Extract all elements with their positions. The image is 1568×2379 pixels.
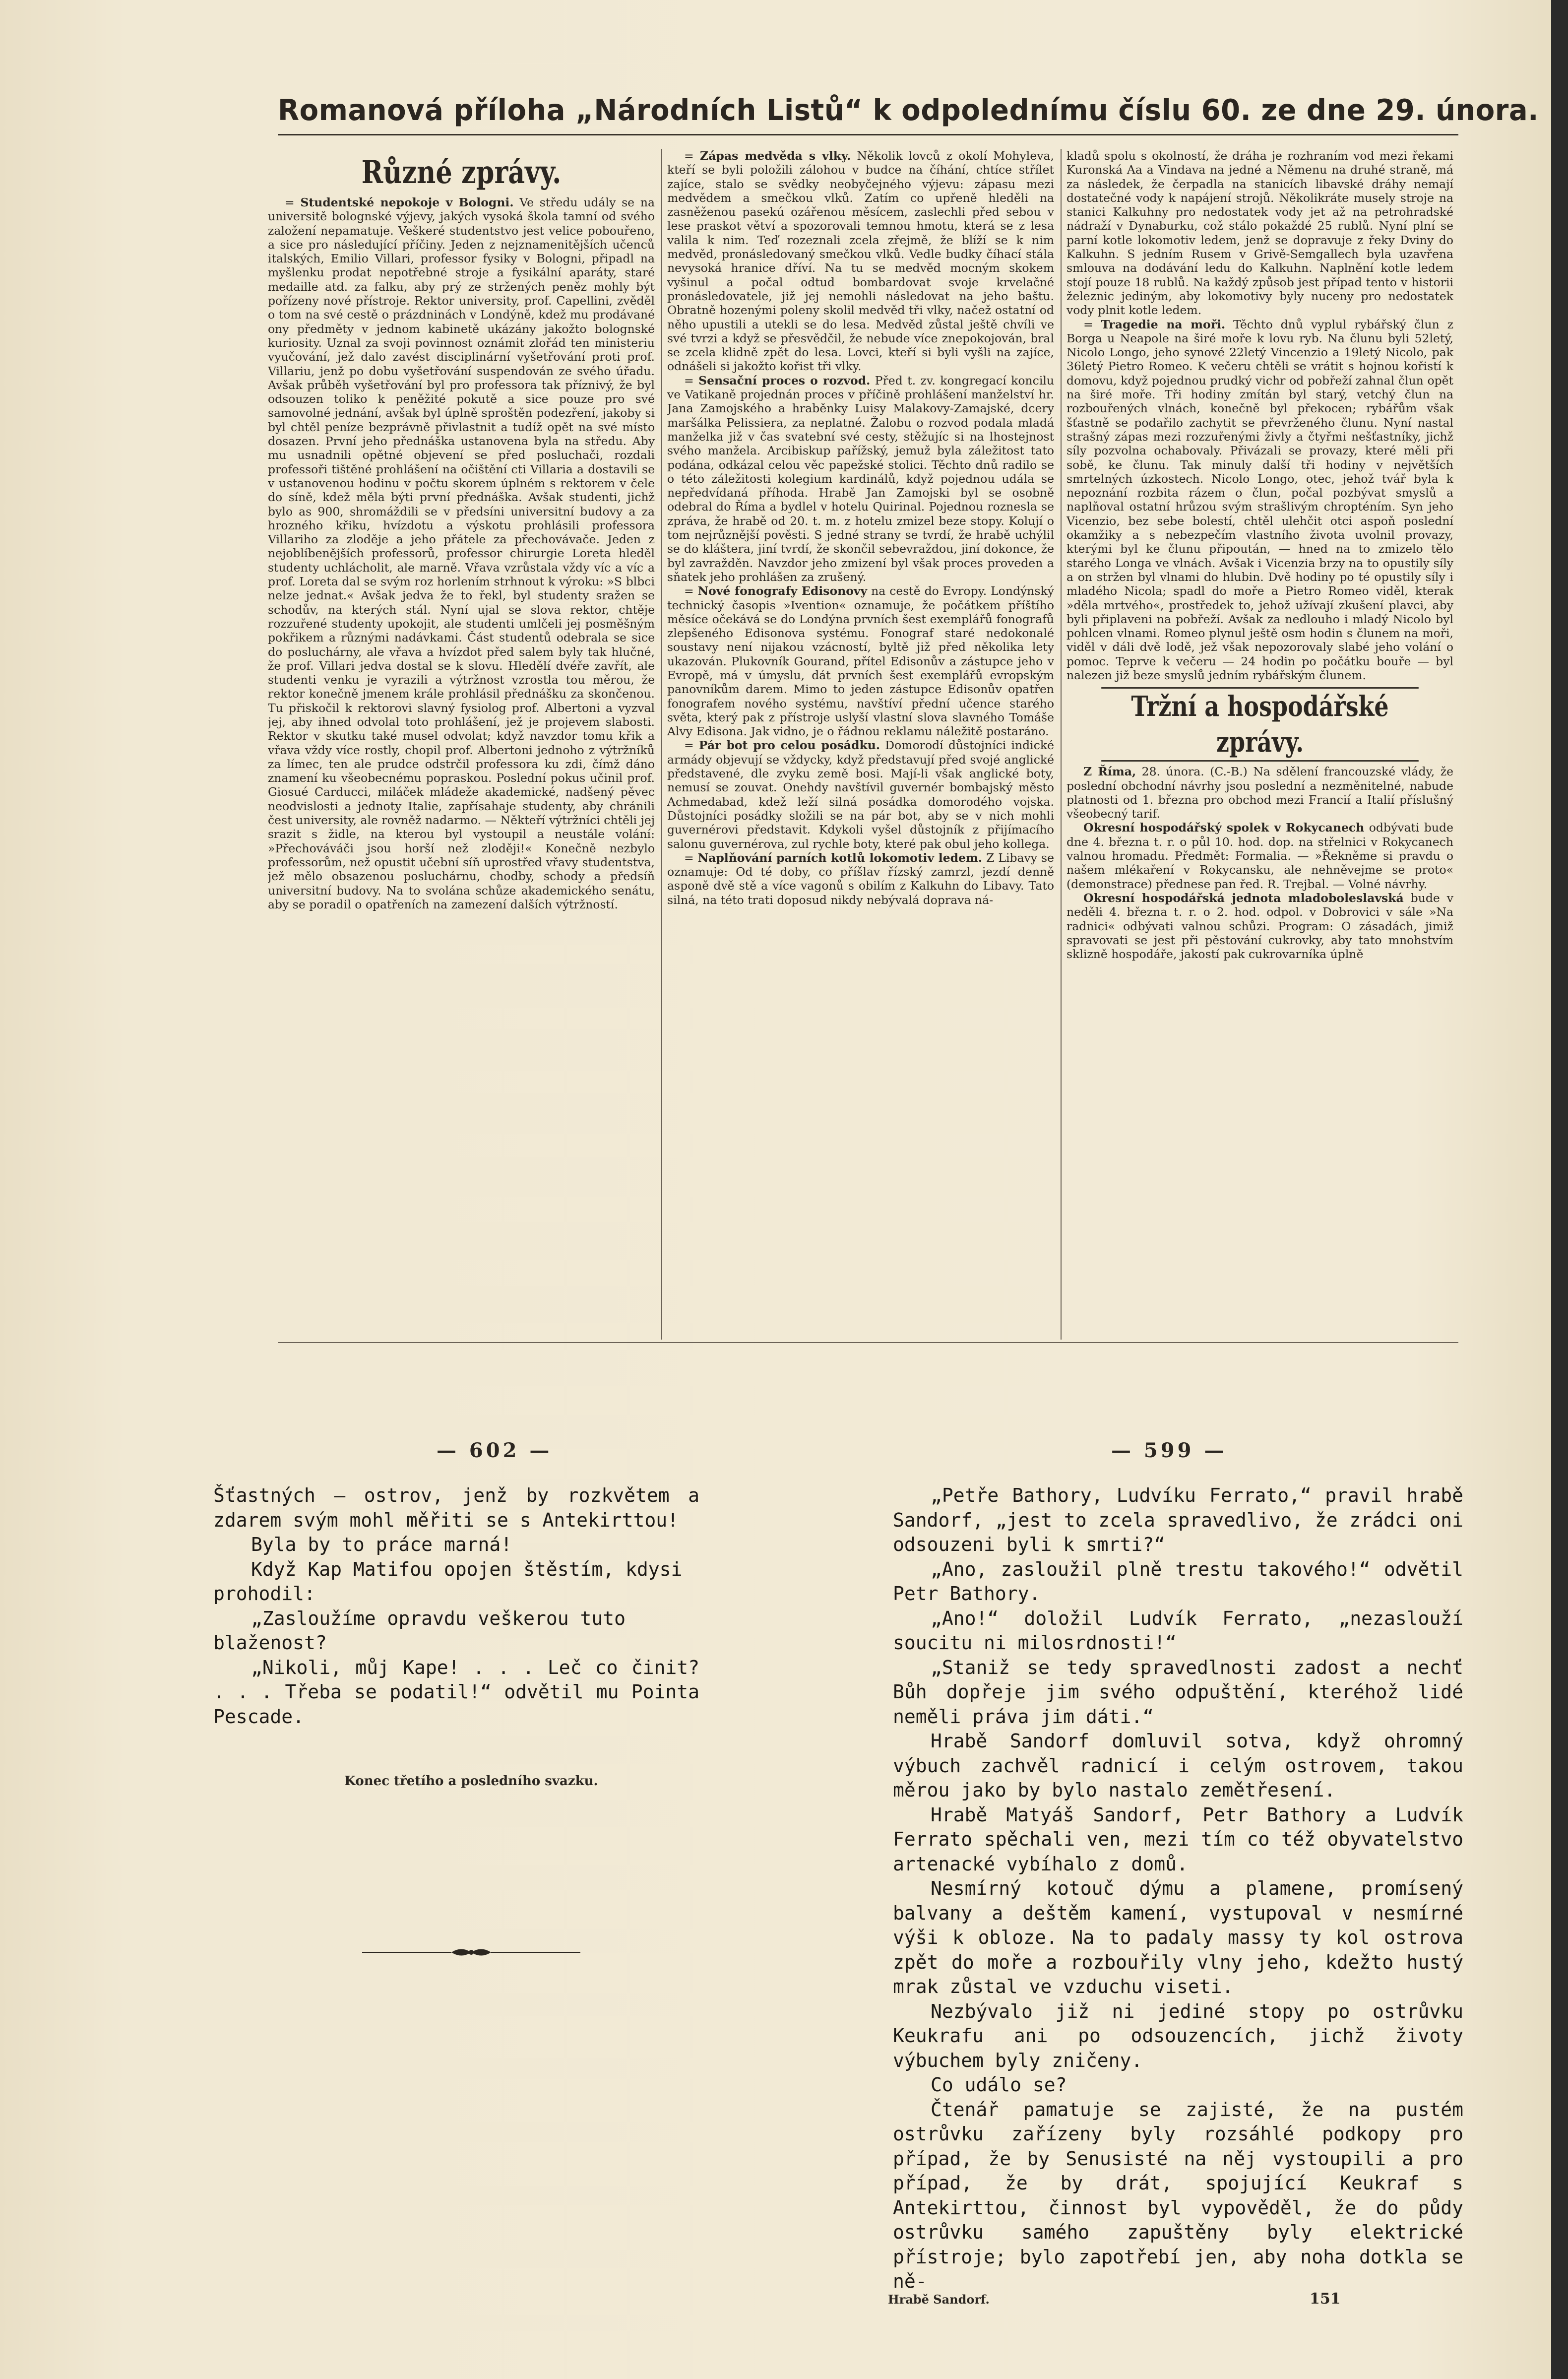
novel-paragraph: „Ano, zasloužil plně trestu takového!“ odvětil Petr Bathory.: [893, 1558, 1463, 1605]
article-heading: Zápas medvěda s vlky.: [700, 149, 851, 163]
header-rule: [278, 134, 1458, 135]
section-title: Tržní a hospodářské zprávy.: [1101, 687, 1419, 762]
article-body: na cestě do Evropy. Londýnský technický časopis »Ivention« oznamuje, že počátkem příštího měsíce očekává se do Londýna prvních šest exemplářů fonografů zlepšeného Edisonova systému. Fonograf staré nedokonalé soustavy není nijakou vzácností, byltě již před několika lety ukazován. Plukovník Gourand, přítel Edisonův a zástupce jeho v Evropě, má v úmyslu, dát prvních šest exemplářů evropským panovníkům darem. Mimo to jeden zástupce Edisonův opatřen fonografem nového systému, navštíví přední učence starého světa, který pak z přístroje uslyší vlastní slova slavného Tomáše Alvy Edisona. Jak vidno, je o řádnou reklamu náležitě postaráno.: [667, 584, 1054, 739]
article-heading: Studentské nepokoje v Bologni.: [300, 195, 514, 209]
end-note: Konec třetího a posledního svazku.: [344, 1774, 598, 1789]
article-heading: Z Říma,: [1083, 765, 1136, 779]
column-rule: [661, 149, 662, 1340]
article: = Zápas medvěda s vlky. Několik lovců z okolí Mohyleva, kteří se byli položili zálohou v budce na číhání, chtíce střílet zajíce, stalo se svědky neobyčejného výjevu: zápasu mezi medvědem a smečkou vlků. Zatím co upřeně hleděli na zasněženou pasekú ozářenou měsícem, zaslechli před sebou v lese praskot větví a spozorovali temnou hmotu, která se z lesa valila k nim. Teď rozeznali zcela zřejmě, že blíží se k nim medvěd, pronásledovaný smečkou vlků. Vedle budky číhací stála nevysoká hranice dříví. Na tu se medvěd mocným skokem vyšinul a počal odtud bombardovat svoje krvelačné pronásledovatele, již jej nemohli následovat na jeho baštu. Obratně hozenými poleny skolil medvěd tři vlky, načež ostatní od něho upustili a utekli se do lesa. Medvěd zůstal ještě chvíli ve své tvrzi a když se přesvědčil, že nebude více znepokojován, bral se zcela klidně zpět do lesa. Lovci, kteří si byli vyšli na zajíce, odnášeli si jakožto kořist tři vlky.: [667, 149, 1054, 374]
novel-paragraph: „Ano!“ doložil Ludvík Ferrato, „nezaslouží soucitu ni milosrdnosti!“: [893, 1607, 1463, 1654]
novel-paragraph: „Staniž se tedy spravedlnosti zadost a nechť Bůh dopřeje jim svého odpuštění, kteréhož lidé neměli práva jim dáti.“: [893, 1656, 1463, 1728]
article-heading: Sensační proces o rozvod.: [698, 373, 871, 387]
novel-page-number: — 599 —: [1111, 1439, 1227, 1462]
article-body: Ve středu udály se na universitě bolognské výjevy, jakých vysoká škola tamní od svého založení nepamatuje. Veškeré studentstvo jest velice pobouřeno, a sice pro následující příčiny. Jeden z nejznamenitějších učenců italských, Emilio Villari, professor fysiky v Bologni, připadl na myšlenku prodat nepotřebné stroje a fysikální aparáty, staré medaille atd. za falku, aby prý ze stržených peněz mohly být pořízeny nové přístroje. Rektor university, prof. Capellini, zvěděl o tom na své cestě o prázdninách v Londýně, kdež mu prodávané ony předměty v jednom kabinetě ukázány jakožto bolognské kuriosity. Uznal za svoji povinnost oznámit zlořád ten ministeriu vyučování, jež dalo zavést disciplinární vyšetřování proti prof. Villariu, jenž po dobu vyšetřování suspendován ze svého úřadu. Avšak průběh vyšetřování byl pro professora tak příznivý, že byl odsouzen toliko k peněžité pokutě a sice pouze pro své samovolné jednání, avšak byl úplně sproštěn podezření, jakoby si byl chtěl peníze bezprávně přivlastnit a tudíž opět na své místo dosazen. První jeho přednáška ustanovena byla na středu. Aby mu usnadnili opětné objevení se před posluchači, rozdali professoři tištěné prohlášení na očištění cti Villaria a dostavili se v ustanovenou hodinu v počtu skorem úplném s rektorem v čele do síně, kdež měla býti první přednáška. Avšak studenti, jichž bylo as 900, shromáždili se v předsíni universitní budovy a za hrozného křiku, hvízdotu a výskotu prohlásili professora Villariho za zloděje a jeho přátele za přechovávače. Jeden z nejoblíbenějších professorů, professor chirurgie Loreta hleděl studenty uchlácholit, ale marně. Vřava vzrůstala vždy víc a víc a prof. Loreta dal se svým roz horlením strhnout k výroku: »S blbci nelze jednat.« Avšak jedva že to řekl, byl studenty sražen se schodův, na kterých stál. Nyní ujal se slova rektor, chtěje rozzuřené studenty upokojit, ale studenti umlčeli jej posměšným pokřikem a různými nadávkami. Část studentů odebrala se sice do posluchárny, ale vřava a hvízdot před salem byly tak hlučné, že prof. Villari jedva dostal se k slovu. Hledělí dvéře zavřít, ale studenti venku je vyrazili a výtržnost vzrostla tou měrou, že rektor konečně jmenem krále prohlásil přednášku za skončenou. Tu přiskočil k rektorovi slavný fysiolog prof. Albertoni a vyzval jej, aby ihned odvolal toto prohlášení, jež je projevem slabosti. Rektor v skutku také musel odvolat; když navzdor tomu křik a vřava vždy více rostly, chopil prof. Albertoni jednoho z výtržníků za límec, ten ale prudce odstrčil professora ku zdi, čímž dáno znamení ku všeobecnému popraskou. Poslední pokus učinil prof. Giosué Carducci, miláček mládeže akademické, nadšený pěvec neodvislosti a jednoty Italie, zapřísahaje studenty, aby chránili čest university, ale rovněž nadarmo. — Někteří výtržníci chtěli jej srazit s židle, na kterou byl vystoupil a neustále volání: »Přechováváči jsou horší než zloději!« Konečně nezbylo professorům, než opustit učební síň uprostřed vřavy studentstva, jež mělo obsazenou posluchárnu, chodby, schody a předsíň universitní budovy. Na to svolána schůze akademického senátu, aby se poradil o opatřeních na zamezení dalších výtržností.: [268, 195, 655, 911]
novel-line: Když Kap Matifou opojen štěstím, kdysi prohodil:: [213, 1558, 683, 1605]
novel-paragraph: Co událo se?: [931, 2074, 1067, 2096]
section-divider: [278, 1342, 1458, 1343]
novel-line: „Nikoli, můj Kape! . . . Leč co činit? . . . Třeba se podatil!“ odvětil mu Pointa Pescade.: [213, 1656, 699, 1728]
article-body: Několik lovců z okolí Mohyleva, kteří se byli položili zálohou v budce na číhání, chtíce střílet zajíce, stalo se svědky neobyčejného výjevu: zápasu mezi medvědem a smečkou vlků. Zatím co upřeně hleděli na zasněženou pasekú ozářenou měsícem, zaslechli před sebou v lese praskot větví a spozorovali temnou hmotu, která se z lesa valila k nim. Teď rozeznali zcela zřejmě, že blíží se k nim medvěd, pronásledovaný smečkou vlků. Vedle budky číhací stála nevysoká hranice dříví. Na tu se medvěd mocným skokem vyšinul a počal odtud bombardovat svoje krvelačné pronásledovatele, již jej nemohli následovat na jeho baštu. Obratně hozenými poleny skolil medvěd tři vlky, načež ostatní od něho upustili a utekli se do lesa. Medvěd zůstal ještě chvíli ve své tvrzi a když se přesvědčil, že nebude více znepokojován, bral se zcela klidně zpět do lesa. Lovci, kteří si byli vyšli na zajíce, odnášeli si jakožto kořist tři vlky.: [667, 149, 1054, 374]
novel-line: Šťastných — ostrov, jenž by rozkvětem a zdarem svým mohl měřiti se s Antekirttou!: [213, 1484, 699, 1531]
article-body: odbývati bude dne 4. března t. r. o půl 10. hod. dop. na střelnici v Rokycanech valnou hromadu. Předmět: Formalia. — »Řekněme si pravdu o našem mlékaření v Rokycansku, ale nehněvejme se proto« (demonstrace) přednese pan řed. R. Trejbal. — Volné návrhy.: [1066, 821, 1453, 891]
article: [1066, 891, 1453, 961]
novel-paragraph: „Petře Bathory, Ludvíku Ferrato,“ pravil hrabě Sandorf, „jest to zcela spravedlivo, že zrádci oni odsouzeni byli k smrti?“: [893, 1484, 1463, 1555]
article: = Studentské nepokoje v Bologni. Ve středu udály se na universitě bolognské výjevy, jakých vysoká škola tamní od svého založení nepamatuje. Veškeré studentstvo jest velice pobouřeno, a sice pro následující příčiny. Jeden z nejznamenitějších učenců italských, Emilio Villari, professor fysiky v Bologni, připadl na myšlenku prodat nepotřebné stroje a fysikální aparáty, staré medaille atd. za falku, aby prý ze stržených peněz mohly být pořízeny nové přístroje. Rektor university, prof. Capellini, zvěděl o tom na své cestě o prázdninách v Londýně, kdež mu prodávané ony předměty v jednom kabinetě ukázány jakožto bolognské kuriosity. Uznal za svoji povinnost oznámit zlořád ten ministeriu vyučování, jež dalo zavést disciplinární vyšetřování proti prof. Villariu, jenž po dobu vyšetřování suspendován ze svého úřadu. Avšak průběh vyšetřování byl pro professora tak příznivý, že byl odsouzen toliko k peněžité pokutě a sice pouze pro své samovolné jednání, avšak byl úplně sproštěn podezření, jakoby si byl chtěl peníze bezprávně přivlastnit a tudíž opět na své místo dosazen. První jeho přednáška ustanovena byla na středu. Aby mu usnadnili opětné objevení se před posluchači, rozdali professoři tištěné prohlášení na očištění cti Villaria a dostavili se v ustanovenou hodinu v počtu skorem úplném s rektorem v čele do síně, kdež měla býti první přednáška. Avšak studenti, jichž bylo as 900, shromáždili se v předsíni universitní budovy a za hrozného křiku, hvízdotu a výskotu prohlásili professora Villariho za zloděje a jeho přátele za přechovávače. Jeden z nejoblíbenějších professorů, professor chirurgie Loreta hleděl studenty uchlácholit, ale marně. Vřava vzrůstala vždy víc a víc a prof. Loreta dal se svým roz horlením strhnout k výroku: »S blbci nelze jednat.« Avšak jedva že to řekl, byl studenty sražen se schodův, na kterých stál. Nyní ujal se slova rektor, chtěje rozzuřené studenty upokojit, ale studenti umlčeli jej posměšným pokřikem a různými nadávkami. Část studentů odebrala se sice do posluchárny, ale vřava a hvízdot před salem byly tak hlučné, že prof. Villari jedva dostal se k slovu. Hledělí dvéře zavřít, ale studenti venku je vyrazili a výtržnost vzrostla tou měrou, že rektor konečně jmenem krále prohlásil přednášku za skončenou. Tu přiskočil k rektorovi slavný fysiolog prof. Albertoni a vyzval jej, aby ihned odvolal toto prohlášení, jež je projevem slabosti. Rektor v skutku také musel odvolat; když navzdor tomu křik a vřava vždy více rostly, chopil prof. Albertoni jednoho z výtržníků za límec, ten ale prudce odstrčil professora ku zdi, čímž dáno znamení ku všeobecnému popraskou. Poslední pokus učinil prof. Giosué Carducci, miláček mládeže akademické, nadšený pěvec neodvislosti a jednoty Italie, zapřísahaje studenty, aby chránili čest university, ale rovněž nadarmo. — Někteří výtržníci chtěli jej srazit s židle, na kterou byl vystoupil a neustále volání: »Přechováváči jsou horší než zloději!« Konečně nezbylo professorům, než opustit učební síň uprostřed vřavy studentstva, jež mělo obsazenou posluchárnu, chodby, schody a předsíň universitní budovy. Na to svolána schůze akademického senátu, aby se poradil o opatřeních na zamezení dalších výtržností.: [268, 195, 655, 911]
scan-edge: [1551, 0, 1568, 2379]
article-heading: Okresní hospodářský spolek v Rokycanech: [1083, 821, 1365, 835]
section-title: Různé zprávy.: [361, 154, 562, 191]
article-body: Před t. zv. kongregací koncilu ve Vatikaně projednán proces v příčině prohlášení manželství hr. Jana Zamojského a hraběnky Luisy Malakovy-Zamajské, dcery maršálka Pelissiera, za neplatné. Žalobu o rozvod podala mladá manželka již v čas svatební své cesty, stěžujíc si na lhostejnost svého manžela. Arcibiskup pařížský, jemuž byla záležitost tato podána, odkázal celou věc papežské stolici. Těchto dnů radilo se o této záležitosti kolegium kardinálů, když pojednou udála se nepředvídaná příhoda. Hrabě Jan Zamojski byl se osobně odebral do Říma a bydlel v hotelu Quirinal. Pojednou roznesla se zpráva, že hrabě od 20. t. m. z hotelu zmizel beze stopy. Kolují o tom nejrůznější pověsti. S jedné strany se tvrdí, že hrabě uchýlil se do kláštera, jiní tvrdí, že skončil sebevraždou, jiní dokonce, že byl zavražděn. Navzdor jeho zmizení byl však proces proveden a sňatek jeho prohlášen za zrušený.: [667, 373, 1054, 584]
article-continued: kladů spolu s okolností, že dráha je rozhraním vod mezi řekami Kuronská Aa a Vindava na jedné a Němenu na druhé straně, má za následek, že čerpadla na stanicích libavské dráhy nemají dostatečné vody k napájení strojů. Několikráte musely stroje na stanici Kalkuhny pro nedostatek vody jet až na petrohradské nádraží v Dynaburku, což stálo pokaždé 25 rublů. Nyní plní se parní kotle lokomotiv ledem, jenž se dopravuje z řeky Dviny do Kalkuhn. S jedním Rusem v Grivě-Semgallech byla uzavřena smlouva na dodávání ledu do Kalkuhn. Naplnění kotle ledem stojí pouze 18 rublů. Na každý způsob jest případ tento v historii železnic jediným, aby lokomotivy byly nuceny pro nedostatek vody plnit kotle ledem.: [1066, 149, 1453, 318]
article-body: Těchto dnů vyplul rybářský člun z Borga u Neapole na širé moře k lovu ryb. Na člunu byli 52letý, Nicolo Longo, jeho synové 22letý Vincenzio a 19letý Nicolo, pak 36letý Pietro Romeo. K večeru chtěli se vrátit s hojnou kořistí k domovu, když pojednou prudký vichr od pobřeží zahnal člun opět na širé moře. Tři hodiny zmítán byl starý, vetchý člun na rozbouřených vlnách, konečně byl překocen; rybářům však šťastně se podařilo zachytit se převrženého člunu. Nyní nastal strašný zápas mezi rozzuřenými živly a čtyřmi nešťastníky, jichž síly pozvolna ochabovaly. Přivázali se provazy, které měli při sobě, ke člunu. Tak minuly další tři hodiny v největších smrtelných úzkostech. Nicolo Longo, otec, jehož tvář byla k nepoznání rozbita rázem o člun, počal pozbývat smyslů a naplňoval ostatní hrůzou svým strašlivým chropténím. Syn jeho Vicenzio, bez sebe bolestí, chtěl ulehčit otci aspoň poslední okamžiky a s nebezpečím vlastního života uvolnil provazy, kterými byl ke člunu připoután, — hned na to zmizelo tělo starého Longa ve vlnách. Avšak i Vicenzia brzy na to opustily síly a on stržen byl vlnami do hlubin. Dvě hodiny po té opustily síly i mladého Nicola; spadl do moře a Pietro Romeo viděl, kterak »děla mrtvého«, prostředek to, jehož užívají zkušení plavci, aby byli připlaveni na pobřeží. Avšak za nedlouho i mladý Nicolo byl pohlcen vlnami. Romeo plynul ještě osm hodin s člunem na moři, viděl v dáli dvě lodě, jež však nepozorovaly slabé jeho volání o pomoc. Teprve k večeru — 24 hodin po počátku bouře — byl nalezen již beze smyslů jedním rybářským člunem.: [1066, 317, 1453, 682]
article-heading: Naplňování parních kotlů lokomotiv ledem.: [697, 850, 983, 865]
article-body: bude v neděli 4. března t. r. o 2. hod. odpol. v Dobrovici v sále »Na radnici« odbývati valnou schůzi. Program: O zásadách, jimiž spravovati se jest při pěstování cukrovky, aby tato mnohstvím sklizně hospodáře, jakostí pak cukrovarníka úplně: [1066, 891, 1453, 962]
novel-paragraph: Nezbývalo již ni jediné stopy po ostrůvku Keukrafu ani po odsouzencích, jichž životy výbuchem byly zničeny.: [893, 2000, 1463, 2071]
article-body: Z Libavy se oznamuje: Od té doby, co příšlav řízský zamrzl, jezdí denně asponě dvě stě a více vagonů s obilím z Kalkuhn do Libavy. Tato silná, na této trati doposud nikdy nebývalá doprava ná-: [667, 850, 1054, 907]
article-heading: Pár bot pro celou posádku.: [698, 738, 880, 753]
novel-line: „Zasloužíme opravdu veškerou tuto blaženost?: [213, 1607, 626, 1654]
article-body: 28. února. (C.-B.) Na sdělení francouzské vlády, že poslední obchodní návrhy jsou poslední a nezměnitelné, nabude platnosti od 1. března pro obchod mezi Francií a Italií příslušný všeobecný tarif.: [1066, 765, 1453, 821]
novel-paragraph: Hrabě Matyáš Sandorf, Petr Bathory a Ludvík Ferrato spěchali ven, mezi tím co též obyvatelstvo artenacké vybíhalo z domů.: [893, 1803, 1463, 1875]
column-3: [1066, 149, 1453, 1337]
article: = Sensační proces o rozvod. Před t. zv. kongregací koncilu ve Vatikaně projednán proces v příčině prohlášení manželství hr. Jana Zamojského a hraběnky Luisy Malakovy-Zamajské, dcery maršálka Pelissiera, za neplatné. Žalobu o rozvod podala mladá manželka již v čas svatební své cesty, stěžujíc si na lhostejnost svého manžela. Arcibiskup pařížský, jemuž byla záležitost tato podána, odkázal celou věc papežské stolici. Těchto dnů radilo se o této záležitosti kolegium kardinálů, když pojednou udála se nepředvídaná příhoda. Hrabě Jan Zamojski byl se osobně odebral do Říma a bydlel v hotelu Quirinal. Pojednou roznesla se zpráva, že hrabě od 20. t. m. z hotelu zmizel beze stopy. Kolují o tom nejrůznější pověsti. S jedné strany se tvrdí, že hrabě uchýlil se do kláštera, jiní tvrdí, že skončil sebevraždou, jiní dokonce, že byl zavražděn. Navzdor jeho zmizení byl však proces proveden a sňatek jeho prohlášen za zrušený.: [667, 373, 1054, 584]
novel-paragraph: Nesmírný kotouč dýmu a plamene, promísený balvany a deštěm kamení, vystupoval v nesmírné výši k obloze. Na to padaly massy ty kol ostrova zpět do moře a rozbouřily vlny jeho, kdežto hustý mrak zůstal ve vzduchu viseti.: [893, 1877, 1463, 1997]
novel-paragraph: Čtenář pamatuje se zajisté, že na pustém ostrůvku zařízeny byly rozsáhlé podkopy pro případ, že by Senusisté na něj vystoupili a pro případ, že by drát, spojující Keukraf s Antekirttou, činnost byl vypověděl, že do půdy ostrůvku samého zapuštěny byly elektrické přístroje; bylo zapotřebí jen, aby noha dotkla se ně-: [893, 2098, 1463, 2292]
article: [1066, 821, 1453, 891]
column-1: [268, 149, 655, 1337]
novel-line: Byla by to práce marná!: [251, 1534, 512, 1555]
footer-page-number: 151: [1310, 2290, 1341, 2308]
article-heading: Nové fonografy Edisonovy: [697, 584, 868, 598]
article: = Pár bot pro celou posádku. Domorodí důstojníci indické armády objevují se vždycky, když představují před svojé anglické představené, dle zvyku země bosi. Mají-li však anglické boty, nemusí se zouvat. Onehdy navštívil guvernér bombajský město Achmedabad, kdež leží silná posádka domorodého vojska. Důstojníci posádky složili se na pár bot, aby se v nich mohli guvernérovi představit. Kdykoli vyšel důstojník z přijímacího salonu guvernérova, zul rychle boty, které pak obul jeho kollega.: [667, 738, 1054, 851]
column-2: [667, 149, 1054, 1337]
novel-paragraph: Hrabě Sandorf domluvil sotva, když ohromný výbuch zachvěl radnicí i celým ostrovem, takou měrou jako by bylo nastalo zemětřesení.: [893, 1730, 1463, 1801]
article-body: Domorodí důstojníci indické armády objevují se vždycky, když představují před svojé anglické představené, dle zvyku země bosi. Mají-li však anglické boty, nemusí se zouvat. Onehdy navštívil guvernér bombajský město Achmedabad, kdež leží silná posádka domorodého vojska. Důstojníci posádky složili se na pár bot, aby se v nich mohli guvernérovi představit. Kdykoli vyšel důstojník z přijímacího salonu guvernérova, zul rychle boty, které pak obul jeho kollega.: [667, 738, 1054, 851]
article: = Nové fonografy Edisonovy na cestě do Evropy. Londýnský technický časopis »Ivention« oznamuje, že počátkem příštího měsíce očekává se do Londýna prvních šest exemplářů fonografů zlepšeného Edisonova systému. Fonograf staré nedokonalé soustavy není nijakou vzácností, byltě již před několika lety ukazován. Plukovník Gourand, přítel Edisonův a zástupce jeho v Evropě, má v úmyslu, dát prvních šest exemplářů evropským panovníkům darem. Mimo to jeden zástupce Edisonův opatřen fonografem nového systému, navštíví přední učence starého světa, který pak z přístroje uslyší vlastní slova slavného Tomáše Alvy Edisona. Jak vidno, je o řádnou reklamu náležitě postaráno.: [667, 584, 1054, 739]
masthead: Romanová příloha „Národních Listů“ k odpolednímu číslu 60. ze dne 29. února.: [278, 93, 1539, 128]
column-rule: [1061, 149, 1062, 1340]
novel-text-right: [893, 1483, 1463, 2294]
novel-text-left: [213, 1483, 699, 1729]
footer-book-title: Hrabě Sandorf.: [888, 2292, 990, 2307]
novel-page-number: — 602 —: [437, 1439, 553, 1462]
ornament-divider-icon: [347, 1945, 595, 1960]
article: = Naplňování parních kotlů lokomotiv ledem. Z Libavy se oznamuje: Od té doby, co příšlav řízský zamrzl, jezdí denně asponě dvě stě a více vagonů s obilím z Kalkuhn do Libavy. Tato silná, na této trati doposud nikdy nebývalá doprava ná-: [667, 850, 1054, 907]
article: = Tragedie na moři. Těchto dnů vyplul rybářský člun z Borga u Neapole na širé moře k lovu ryb. Na člunu byli 52letý, Nicolo Longo, jeho synové 22letý Vincenzio a 19letý Nicolo, pak 36letý Pietro Romeo. K večeru chtěli se vrátit s hojnou kořistí k domovu, když pojednou prudký vichr od pobřeží zahnal člun opět na širé moře. Tři hodiny zmítán byl starý, vetchý člun na rozbouřených vlnách, konečně byl překocen; rybářům však šťastně se podařilo zachytit se převrženého člunu. Nyní nastal strašný zápas mezi rozzuřenými živly a čtyřmi nešťastníky, jichž síly pozvolna ochabovaly. Přivázali se provazy, které měli při sobě, ke člunu. Tak minuly další tři hodiny v největších smrtelných úzkostech. Nicolo Longo, otec, jehož tvář byla k nepoznání rozbita rázem o člun, počal pozbývat smyslů a naplňoval ostatní hrůzou svým strašlivým chropténím. Syn jeho Vicenzio, bez sebe bolestí, chtěl ulehčit otci aspoň poslední okamžiky a s nebezpečím vlastního života uvolnil provazy, kterými byl ke člunu připoután, — hned na to zmizelo tělo starého Longa ve vlnách. Avšak i Vicenzia brzy na to opustily síly a on stržen byl vlnami do hlubin. Dvě hodiny po té opustily síly i mladého Nicola; spadl do moře a Pietro Romeo viděl, kterak »děla mrtvého«, prostředek to, jehož užívají zkušení plavci, aby byli připlaveni na pobřeží. Avšak za nedlouho i mladý Nicolo byl pohlcen vlnami. Romeo plynul ještě osm hodin s člunem na moři, viděl v dáli dvě lodě, jež však nepozorovaly slabé jeho volání o pomoc. Teprve k večeru — 24 hodin po počátku bouře — byl nalezen již beze smyslů jedním rybářským člunem.: [1066, 317, 1453, 682]
article: [1066, 765, 1453, 821]
article-heading: Okresní hospodářská jednota mladoboleslavská: [1083, 891, 1404, 905]
article-heading: Tragedie na moři.: [1101, 317, 1226, 331]
